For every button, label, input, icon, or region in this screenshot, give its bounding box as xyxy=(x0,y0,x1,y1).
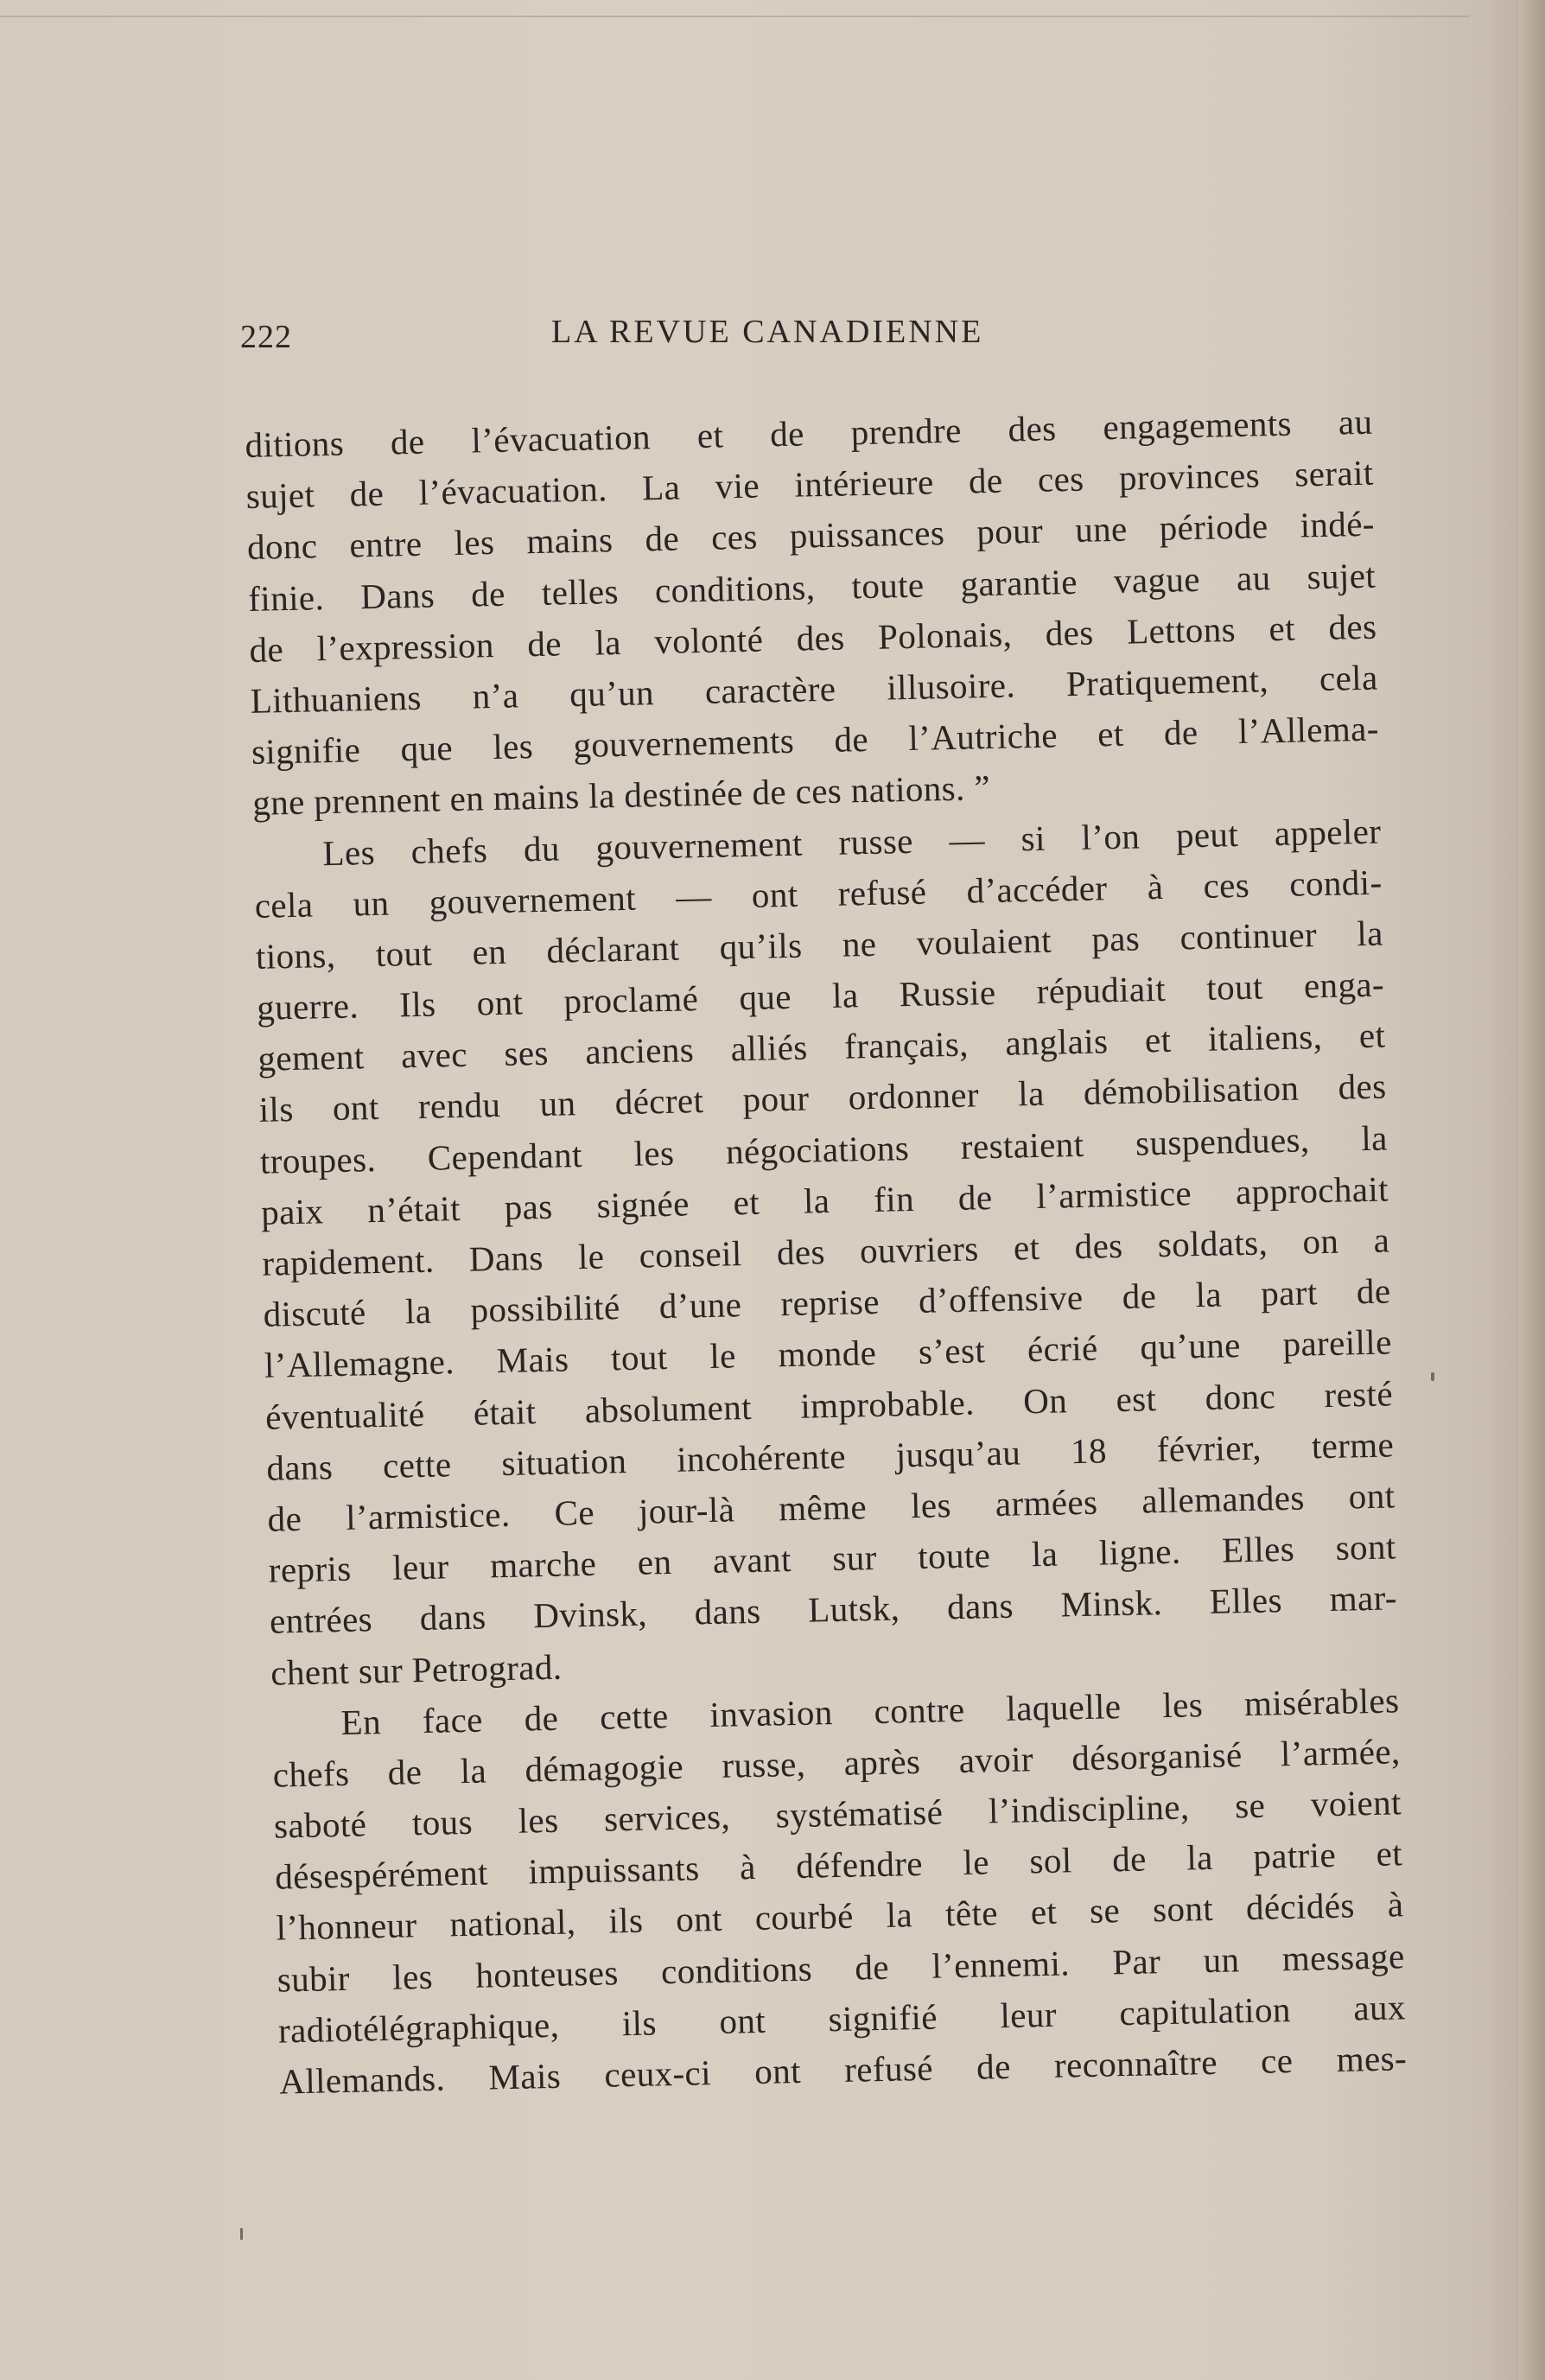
text-line: ils ont rendu un décret pour ordonner la démobilisation des xyxy=(258,1066,1387,1130)
text-line: de l’armistice. Ce jour-là même les armées allemandes ont xyxy=(267,1475,1396,1539)
body-text xyxy=(245,397,1408,2108)
text-line: ditions de l’évacuation et de prendre des engagements au xyxy=(245,401,1373,465)
text-line: sujet de l’évacuation. La vie intérieure de ces provinces serait xyxy=(245,452,1375,517)
text-line: donc entre les mains de ces puissances pour une période indé- xyxy=(246,504,1376,568)
running-head: LA REVUE CANADIENNE xyxy=(551,314,984,350)
text-line-paragraph-end: gne prennent en mains la destinée de ces nations. ” xyxy=(251,767,991,824)
text-line: saboté tous les services, systématisé l’indiscipline, se voient xyxy=(273,1782,1402,1846)
paper-speck xyxy=(1431,1372,1434,1381)
page-header xyxy=(240,313,1364,365)
text-line: l’honneur national, ils ont courbé la tête et se sont décidés à xyxy=(276,1884,1404,1949)
text-line: Allemands. Mais ceux-ci ont refusé de reconnaître ce mes- xyxy=(278,2038,1408,2102)
text-line: éventualité était absolument improbable. On est donc resté xyxy=(264,1372,1394,1437)
text-line: gement avec ses anciens alliés français, anglais et italiens, et xyxy=(258,1015,1386,1079)
text-line: radiotélégraphique, ils ont signifié leur capitulation aux xyxy=(277,1987,1407,2051)
text-line: paix n’était pas signée et la fin de l’armistice approchait xyxy=(260,1168,1389,1232)
top-edge-rule xyxy=(0,16,1469,17)
text-line-paragraph-start: Les chefs du gouvernement russe — si l’on peut appeler xyxy=(322,811,1382,873)
text-line: l’Allemagne. Mais tout le monde s’est écrié qu’une pareille xyxy=(264,1321,1393,1386)
text-line: entrées dans Dvinsk, dans Lutsk, dans Minsk. Elles mar- xyxy=(269,1577,1398,1642)
text-line-paragraph-start: En face de cette invasion contre laquelle les misérables xyxy=(340,1680,1400,1742)
text-line: rapidement. Dans le conseil des ouvriers et des soldats, on a xyxy=(261,1219,1390,1283)
text-line-paragraph-end: chent sur Petrograd. xyxy=(270,1646,563,1693)
text-line: tions, tout en déclarant qu’ils ne voulaient pas continuer la xyxy=(255,913,1384,977)
text-line: discuté la possibilité d’une reprise d’offensive de la part de xyxy=(263,1270,1391,1334)
text-line: Lithuaniens n’a qu’un caractère illusoire. Pratiquement, cela xyxy=(250,657,1379,721)
text-line: chefs de la démagogie russe, après avoir désorganisé l’armée, xyxy=(272,1731,1402,1795)
paper-speck xyxy=(240,2228,243,2240)
text-line: désespérément impuissants à défendre le sol de la patrie et xyxy=(274,1833,1403,1897)
text-line: repris leur marche en avant sur toute la ligne. Elles sont xyxy=(268,1526,1397,1590)
text-line: cela un gouvernement — ont refusé d’accéder à ces condi- xyxy=(254,862,1383,926)
text-line: signifie que les gouvernements de l’Autriche et de l’Allema- xyxy=(251,708,1380,773)
text-line: dans cette situation incohérente jusqu’au 18 février, terme xyxy=(265,1424,1395,1488)
text-line: finie. Dans de telles conditions, toute garantie vague au sujet xyxy=(247,555,1377,619)
text-line: de l’expression de la volonté des Polonais, des Lettons et des xyxy=(249,606,1377,670)
page-edge-shadow xyxy=(1519,0,1545,2380)
text-line: subir les honteuses conditions de l’ennemi. Par un message xyxy=(277,1935,1405,2000)
page-number: 222 xyxy=(240,319,292,355)
text-line: guerre. Ils ont proclamé que la Russie répudiait tout enga- xyxy=(256,964,1385,1028)
text-line: troupes. Cependant les négociations restaient suspendues, la xyxy=(259,1117,1389,1181)
